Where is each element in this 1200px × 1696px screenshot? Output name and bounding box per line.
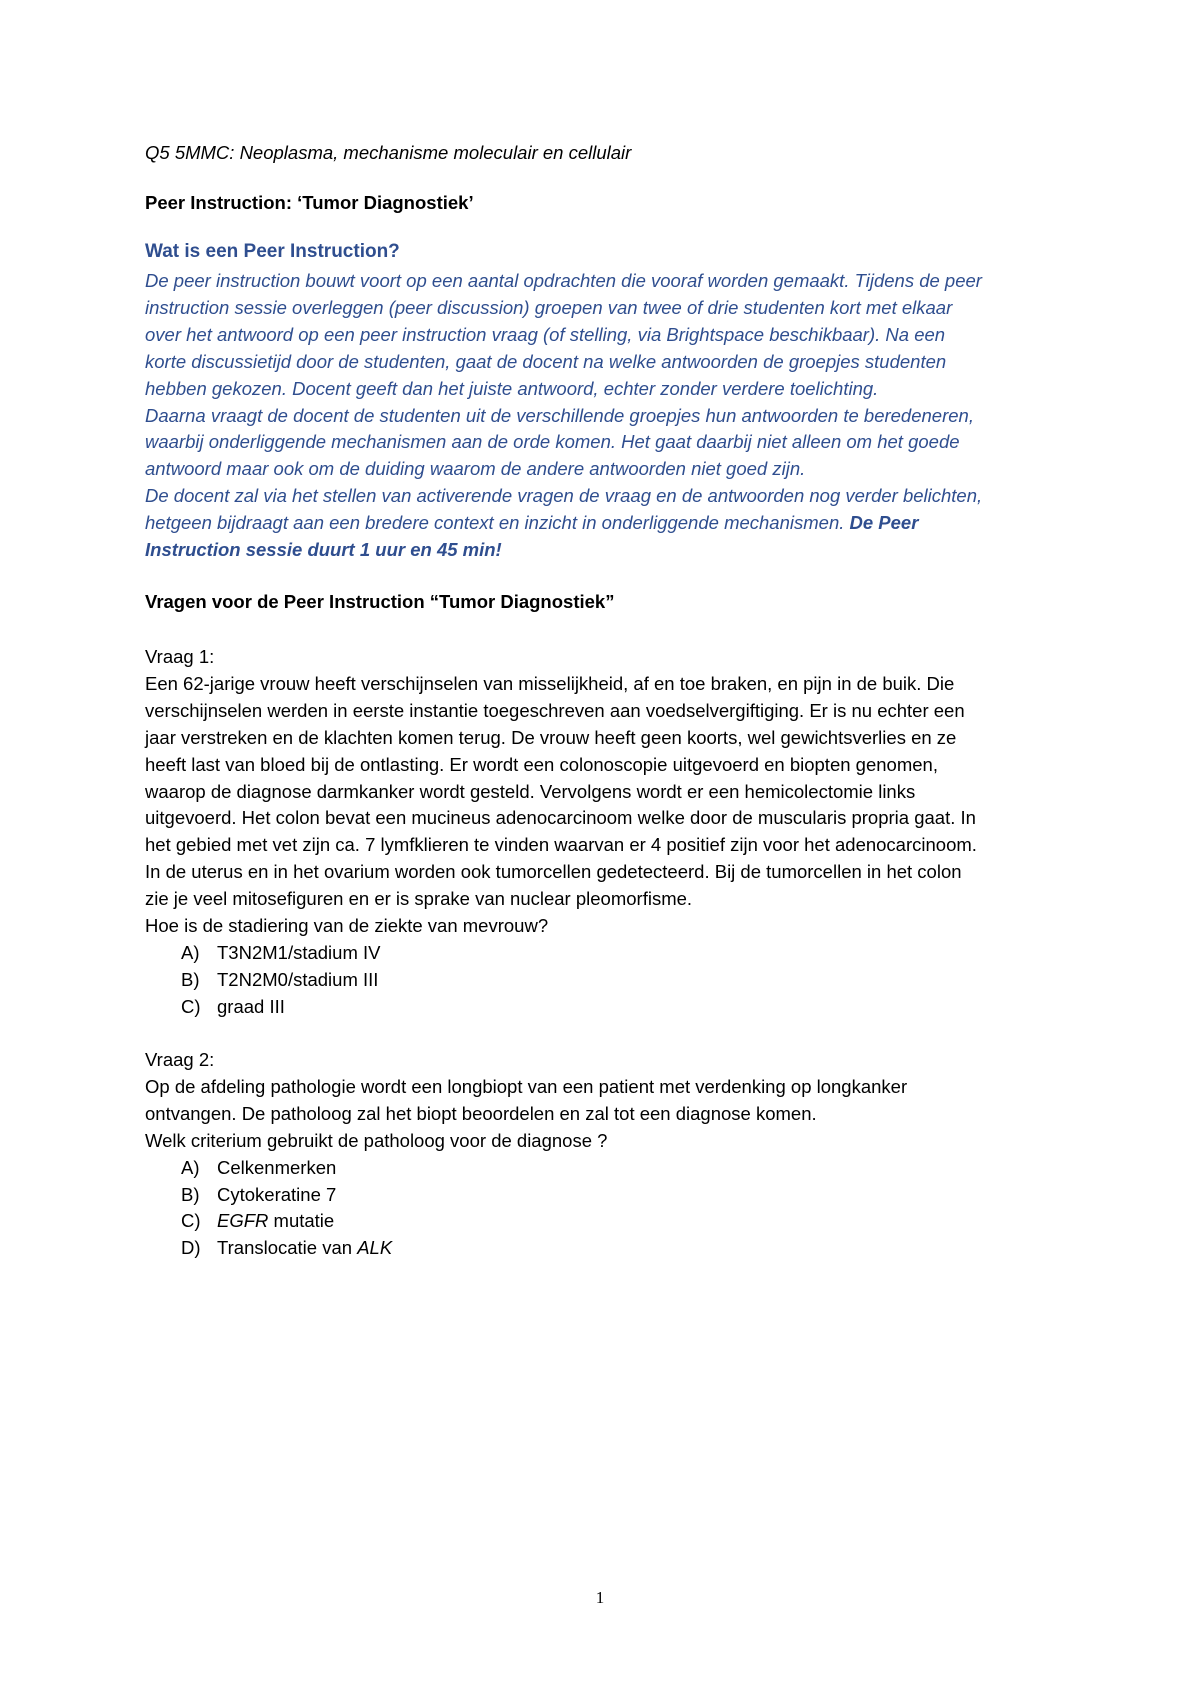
intro-line: antwoord maar ook om de duiding waarom de andere antwoorden niet goed zijn.	[145, 458, 806, 480]
option-text: Cytokeratine 7	[217, 1183, 337, 1205]
question-2-prompt: Welk criterium gebruikt de patholoog voor de diagnose ?	[145, 1129, 608, 1151]
questions-heading: Vragen voor de Peer Instruction “Tumor Diagnostiek”	[145, 591, 615, 612]
question-1-line: heeft last van bloed bij de ontlasting. Er wordt een colonoscopie uitgevoerd en biopten genomen,	[145, 753, 938, 775]
intro-line: hetgeen bijdraagt aan een bredere context en inzicht in onderliggende mechanismen.	[145, 512, 850, 534]
option-letter: A)	[181, 1156, 200, 1178]
option-letter: A)	[181, 941, 200, 963]
option-letter: C)	[181, 1210, 201, 1232]
question-1-line: jaar verstreken en de klachten komen terug. De vrouw heeft geen koorts, wel gewichtsverlies en ze	[145, 726, 957, 748]
option-text: graad III	[217, 995, 285, 1017]
option-gene-name: EGFR	[217, 1210, 269, 1232]
question-1-line: het gebied met vet zijn ca. 7 lymfklieren te vinden waarvan er 4 positief zijn voor het adenocarcinoom.	[145, 834, 977, 856]
question-1-line: uitgevoerd. Het colon bevat een mucineus adenocarcinoom welke door de muscularis propria gaat. In	[145, 807, 976, 829]
section-heading-what-is-peer-instruction: Wat is een Peer Instruction?	[145, 241, 400, 262]
answer-option	[145, 1182, 907, 1209]
option-text: Translocatie van	[217, 1237, 358, 1259]
question-2-block	[145, 1047, 907, 1262]
question-1-block	[145, 644, 977, 1021]
option-text: mutatie	[268, 1210, 335, 1232]
intro-line: instruction sessie overleggen (peer discussion) groepen van twee of drie studenten kort met elkaar	[145, 296, 953, 318]
page-number: 1	[595, 1588, 605, 1607]
option-text: T3N2M1/stadium IV	[217, 941, 381, 963]
intro-line: De peer instruction bouwt voort op een aantal opdrachten die vooraf worden gemaakt. Tijdens de peer	[145, 270, 982, 291]
question-1-line: zie je veel mitosefiguren en er is sprake van nuclear pleomorfisme.	[145, 888, 693, 910]
option-letter: B)	[181, 968, 200, 990]
answer-option	[145, 1208, 907, 1235]
question-1-prompt: Hoe is de stadiering van de ziekte van mevrouw?	[145, 915, 549, 937]
intro-paragraph	[145, 268, 982, 564]
question-1-line: In de uterus en in het ovarium worden ook tumorcellen gedetecteerd. Bij de tumorcellen in het colon	[145, 861, 962, 883]
option-letter: C)	[181, 995, 201, 1017]
intro-line: waarbij onderliggende mechanismen aan de orde komen. Het gaat daarbij niet alleen om het goede	[145, 431, 960, 453]
question-2-label: Vraag 2:	[145, 1049, 215, 1070]
option-gene-name: ALK	[357, 1237, 393, 1259]
course-title: Q5 5MMC: Neoplasma, mechanisme moleculair en cellulair	[145, 142, 632, 163]
question-1-line: waarop de diagnose darmkanker wordt gesteld. Vervolgens wordt er een hemicolectomie links	[145, 780, 916, 802]
intro-line: hebben gekozen. Docent geeft dan het juiste antwoord, echter zonder verdere toelichting.	[145, 377, 879, 399]
option-letter: B)	[181, 1183, 200, 1205]
question-2-line: Op de afdeling pathologie wordt een longbiopt van een patient met verdenking op longkanker	[145, 1075, 908, 1097]
session-duration-bold-part2: Instruction sessie duurt 1 uur en 45 min!	[145, 539, 502, 561]
intro-line: De docent zal via het stellen van activerende vragen de vraag en de antwoorden nog verder belichten,	[145, 485, 983, 507]
answer-option	[145, 1155, 907, 1182]
answer-option	[145, 1235, 907, 1262]
option-letter: D)	[181, 1237, 201, 1259]
option-text: T2N2M0/stadium III	[217, 968, 379, 990]
session-duration-bold-part1: De Peer	[849, 512, 919, 534]
option-text: Celkenmerken	[217, 1156, 337, 1178]
question-1-line: Een 62-jarige vrouw heeft verschijnselen van misselijkheid, af en toe braken, en pijn in de buik. Die	[145, 672, 955, 694]
intro-line: korte discussietijd door de studenten, gaat de docent na welke antwoorden de groepjes studenten	[145, 350, 947, 372]
answer-option	[145, 967, 977, 994]
intro-line-with-bold	[145, 510, 982, 537]
question-1-line: verschijnselen werden in eerste instantie toegeschreven aan voedselvergiftiging. Er is nu echter een	[145, 699, 965, 721]
peer-instruction-title: Peer Instruction: ‘Tumor Diagnostiek’	[145, 192, 474, 213]
question-1-label: Vraag 1:	[145, 646, 215, 667]
answer-option	[145, 940, 977, 967]
answer-option	[145, 994, 977, 1021]
intro-line: over het antwoord op een peer instruction vraag (of stelling, via Brightspace beschikbaar). Na een	[145, 323, 946, 345]
intro-line: Daarna vraagt de docent de studenten uit de verschillende groepjes hun antwoorden te beredeneren,	[145, 404, 974, 426]
question-2-line: ontvangen. De patholoog zal het biopt beoordelen en zal tot een diagnose komen.	[145, 1102, 817, 1124]
